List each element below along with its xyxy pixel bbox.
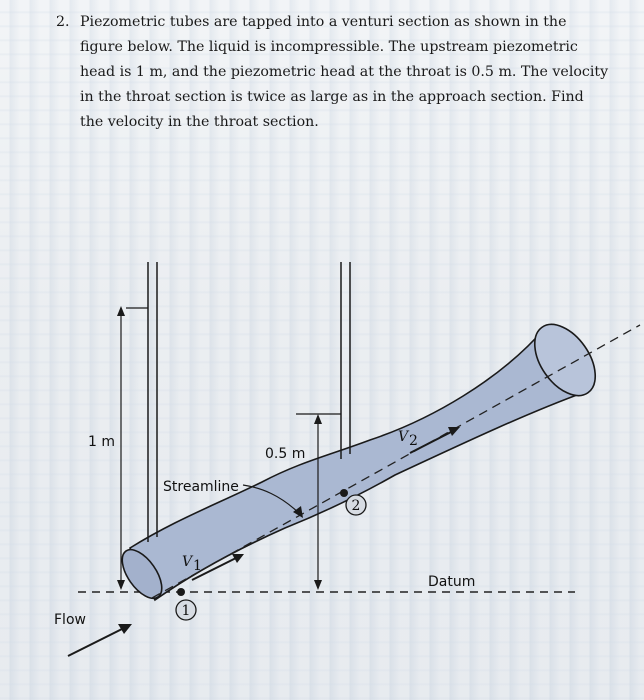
dimension-1m (117, 306, 125, 590)
point-2-label: 2 (351, 498, 361, 514)
point-1-marker (176, 588, 196, 620)
piezometer-tube-2 (296, 262, 350, 459)
head-1-label: 1 m (88, 434, 115, 450)
svg-text:2: 2 (409, 433, 418, 449)
flow-arrow (68, 624, 132, 656)
svg-text:V: V (182, 554, 193, 570)
datum-label: Datum (428, 574, 476, 590)
flow-label: Flow (54, 612, 86, 628)
streamline-label: Streamline (163, 479, 239, 495)
point-1-label: 1 (181, 603, 191, 619)
svg-text:V: V (398, 429, 409, 445)
piezometer-tube-1 (126, 262, 157, 542)
problem-text: Piezometric tubes are tapped into a venturi section as shown in the figure below. The liquid is incompressible. The upstream piezometric head is 1 m, and the piezometric head at the throat is 0.5 m. The velocity in the throat section is twice as large as in the approach section. Find the velocity in the throat section. (80, 14, 609, 130)
head-2-label: 0.5 m (265, 446, 306, 462)
svg-text:1: 1 (193, 558, 202, 574)
problem-number: 2. (56, 14, 70, 30)
